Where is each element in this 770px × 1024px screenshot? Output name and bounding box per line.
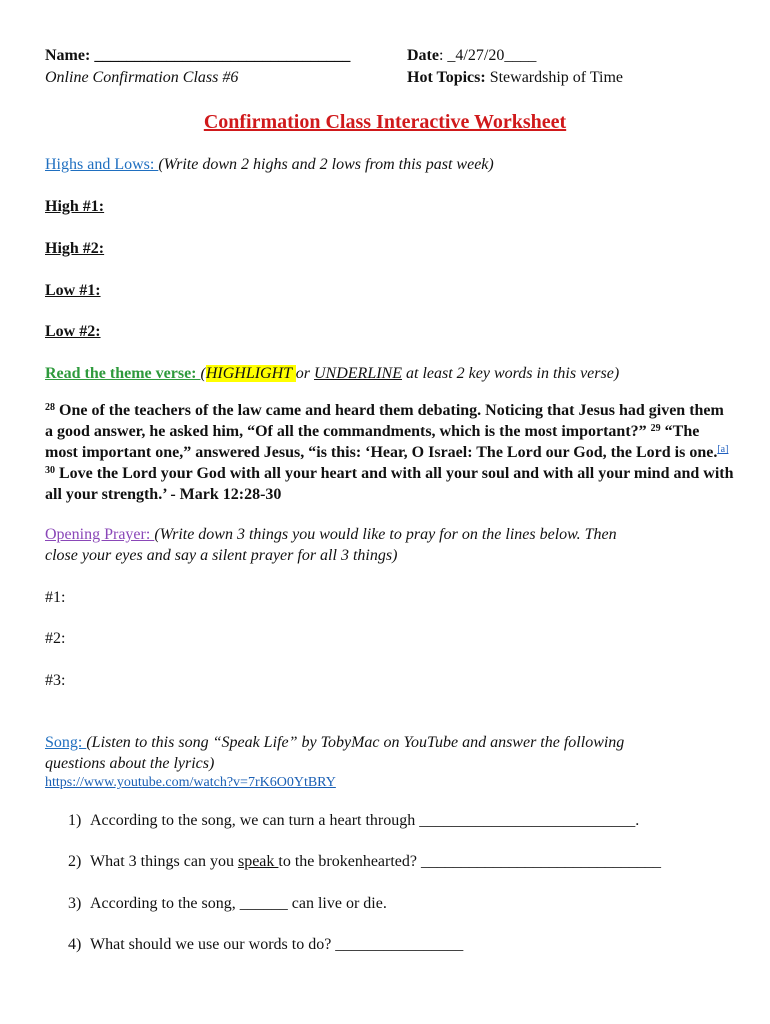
date-value: : _4/27/20____ [438, 47, 537, 64]
theme-verse-text [45, 400, 735, 505]
question-4-number: 4) [68, 936, 82, 953]
prayer-heading: Opening Prayer: [45, 526, 155, 543]
question-2-text-pre: What 3 things can you [90, 853, 238, 870]
prayer-item-3[interactable]: #3: [45, 672, 66, 689]
question-3-number: 3) [68, 895, 82, 912]
question-4 [68, 935, 463, 956]
song-instruction-line1: (Listen to this song “Speak Life” by TobyMac on YouTube and answer the following [86, 734, 625, 751]
question-3-text: According to the song, ______ can live or die. [90, 895, 387, 912]
date-label: Date [407, 47, 439, 64]
theme-verse-heading: Read the theme verse: [45, 365, 201, 382]
question-1-text: According to the song, we can turn a heart through ___________________________. [90, 812, 640, 829]
worksheet-title: Confirmation Class Interactive Worksheet [203, 111, 567, 133]
verse-28-number: 28 [45, 402, 55, 413]
highs-lows-instruction: (Write down 2 highs and 2 lows from this past week) [158, 156, 494, 173]
verse-30-number: 30 [45, 465, 55, 476]
verse-30-text: Love the Lord your God with all your heart and with all your soul and with all your mind and with all your strength.’ - Mark 12:28-30 [45, 465, 734, 503]
verse-28-text: One of the teachers of the law came and heard them debating. Noticing that Jesus had given them a good answer, he asked him, “Of all the commandments, which is the most important?” [45, 402, 724, 440]
verse-29-text: “The most important one,” answered Jesus, “is this: ‘Hear, O Israel: The Lord our God, the Lord is one. [45, 423, 718, 461]
question-1-number: 1) [68, 812, 82, 829]
high-1-label[interactable]: High #1: [45, 198, 105, 215]
highs-lows-heading-row [45, 155, 494, 176]
question-2-speak-word: speak [237, 853, 279, 870]
question-1 [68, 811, 639, 832]
header [45, 46, 735, 90]
prayer-item-1[interactable]: #1: [45, 589, 66, 606]
name-line: ________________________________ [90, 47, 351, 64]
question-2-number: 2) [68, 853, 82, 870]
or-word: or [295, 365, 314, 382]
topics-label: Hot Topics: [407, 69, 486, 86]
theme-verse-heading-row [45, 364, 619, 385]
verse-29-number: 29 [650, 423, 661, 434]
question-3 [68, 894, 387, 915]
prayer-heading-row [45, 525, 617, 546]
footnote-link[interactable]: [a] [717, 444, 729, 455]
theme-open-paren: ( [200, 365, 206, 382]
name-label: Name: [45, 47, 91, 64]
underline-word: UNDERLINE [314, 365, 402, 382]
topics-value: Stewardship of Time [485, 69, 624, 86]
prayer-instruction-line1: (Write down 3 things you would like to pray for on the lines below. Then [154, 526, 617, 543]
question-2 [68, 852, 661, 873]
song-heading: Song: [45, 734, 87, 751]
high-2-label[interactable]: High #2: [45, 240, 105, 257]
highs-lows-heading: Highs and Lows: [45, 156, 159, 173]
low-2-label[interactable]: Low #2: [45, 323, 101, 340]
prayer-item-2[interactable]: #2: [45, 630, 66, 647]
prayer-instruction-line2: close your eyes and say a silent prayer for all 3 things) [45, 547, 398, 564]
class-label: Online Confirmation Class #6 [45, 69, 239, 86]
question-4-text: What should we use our words to do? ________________ [90, 936, 464, 953]
question-2-text-post: to the brokenhearted? ______________________________ [278, 853, 662, 870]
song-instruction-line2: questions about the lyrics) [45, 755, 215, 772]
song-youtube-link[interactable]: https://www.youtube.com/watch?v=7rK6O0YtBRY [45, 775, 336, 790]
low-1-label[interactable]: Low #1: [45, 282, 101, 299]
song-heading-row [45, 733, 624, 754]
highlight-word: HIGHLIGHT [205, 365, 296, 382]
theme-instruction-rest: at least 2 key words in this verse) [402, 365, 620, 382]
